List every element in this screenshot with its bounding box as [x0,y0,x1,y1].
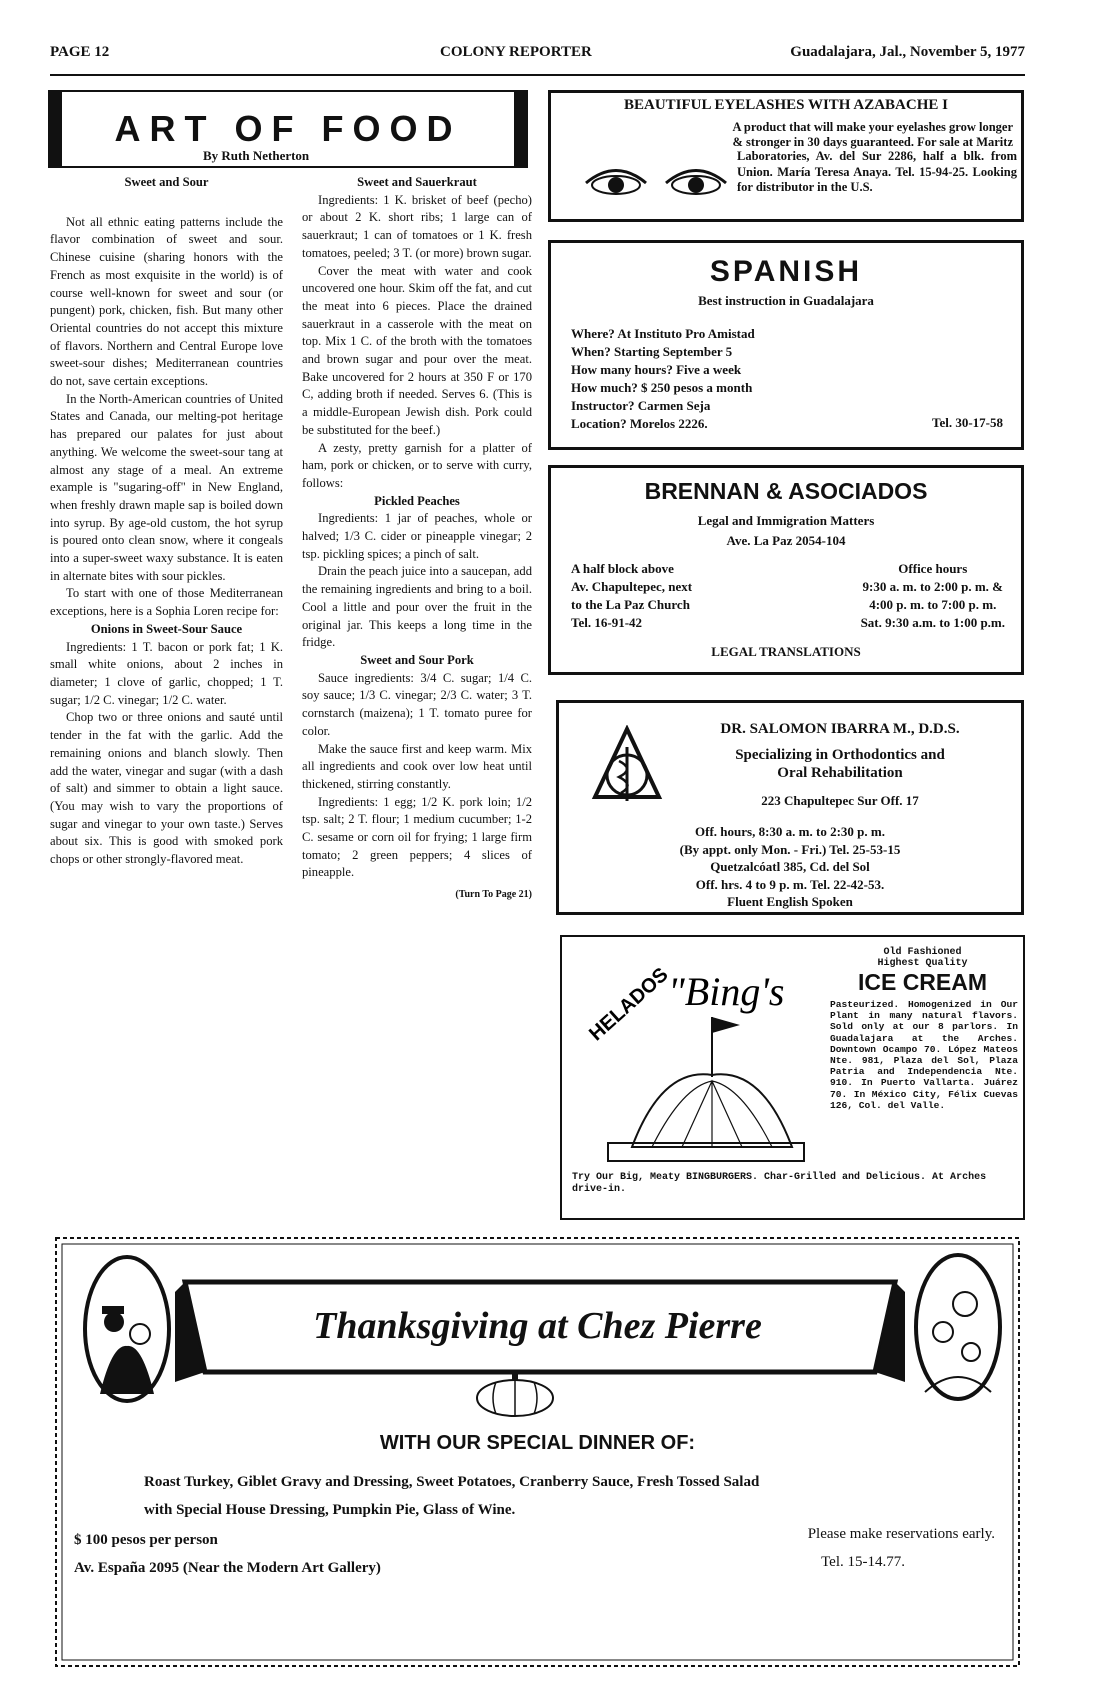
spanish-line: Location? Morelos 2226. [571,416,708,431]
brennan-location [571,560,692,632]
spanish-line: Where? At Instituto Pro Amistad [571,326,755,341]
col2-paragraph: Ingredients: 1 K. brisket of beef (pecho) or about 2 K. short ribs; 1 large can of sauerkraut; 1 can of tomatoes or 1 K. fresh tomatoes, peeled; 3 T. (or more) brown sugar. [302,192,532,260]
brennan-title: BRENNAN & ASOCIADOS [644,478,928,504]
article-title: ART OF FOOD [114,108,462,149]
thanksgiving-menu-line2: with Special House Dressing, Pumpkin Pie, Glass of Wine. [144,1502,516,1518]
col2-recipe1-paragraph: Ingredients: 1 jar of peaches, whole or halved; 1/3 C. cider or pineapple vinegar; 2 tsp. pickling spices; a pinch of salt. [302,511,532,561]
pilgrims-medallion-icon [82,1254,172,1404]
ad-thanksgiving [50,1232,1025,1672]
spanish-line: Instructor? Carmen Seja [571,398,711,413]
article-title-banner [48,90,528,170]
brennan-hours-line: 4:00 p. m. to 7:00 p. m. [869,597,997,612]
bings-logo-text: "Bing's [668,969,785,1014]
spanish-line: When? Starting September 5 [571,344,733,359]
page-number: PAGE 12 [50,44,110,60]
eyelashes-body: Laboratories, Av. del Sur 2286, half a blk. from Union. María Teresa Anaya. Tel. 15-94-25. Looking for distributor in the U.S. [737,149,1017,194]
article-column-1 [50,174,283,869]
col1-paragraph: Not all ethnic eating patterns include the flavor combination of sweet and sour. Chinese cuisine (sharing honors with the French as most exquisite in the world) is of course well-known for sweet and sour (or pungent) pork, chicken, fish. But many other Oriental countries do not accept this mixture of flavors. Northern and Central Europe love sweet-sour dishes; Mediterranean countries do not, save certain exceptions. [50,214,283,389]
ad-brennan [548,465,1024,675]
newspaper-name: COLONY REPORTER [440,44,592,60]
col2-recipe2-paragraph: Make the sauce first and keep warm. Mix all ingredients and cook over low heat until thickened, stirring constantly. [302,741,532,791]
dentist-address: 223 Chapultepec Sur Off. 17 [761,793,919,808]
col2-recipe2-paragraph: Sauce ingredients: 3/4 C. sugar; 1/4 C. soy sauce; 1/3 C. vinegar; 2/3 C. water; 3 T. cornstarch (maizena); 1 T. tomato puree for color. [302,670,532,738]
recipe-title-peaches: Pickled Peaches [374,493,460,508]
spanish-title: SPANISH [709,255,863,288]
dentist-hours-line: Off. hrs. 4 to 9 p. m. Tel. 22-42-53. [695,876,885,892]
eyelashes-title: BEAUTIFUL EYELASHES WITH AZABACHE I [624,97,948,113]
col1-paragraph: In the North-American countries of United States and Canada, our melting-pot heritage has prepared our palates for just about anything. We welcome the sweet-sour tang at almost any stage of a meal. An extreme example is "sugaring-off" in New England, when freshly drawn maple sap is boiled down into syrup. By age-old custom, the hot syrup is poured onto clean snow, where it congeals into a super-sweet waxy substance. It is eaten in alternate bites with sour pickles. [50,391,283,583]
brennan-address: Ave. La Paz 2054-104 [726,533,846,548]
brennan-location-line: Tel. 16-91-42 [571,615,643,630]
icecream-title: ICE CREAM [857,969,988,995]
brennan-location-line: to the La Paz Church [571,597,690,612]
thanksgiving-price: $ 100 pesos per person [74,1532,218,1548]
article-column-2 [302,174,532,904]
spanish-line: How many hours? Five a week [571,362,742,377]
col1-recipe-paragraph: Chop two or three onions and sauté until tender in the fat with the garlic. Add the remaining onions and blanch slowly. Then add the water, vinegar and sugar (with a dash of salt) and simmer to obtain a light sauce. (You may wish to vary the proportions of sugar and vinegar to your own taste.) Serves about six. This is good with smoked pork chops or other strongly-flavored meat. [50,710,283,867]
ad-eyelashes [548,90,1024,222]
thanksgiving-title: Thanksgiving at Chez Pierre [313,1305,762,1347]
dentist-hours-line: Quetzalcóatl 385, Cd. del Sol [710,859,870,874]
col2-recipe2-paragraph: Ingredients: 1 egg; 1/2 K. pork loin; 1/2 tsp. salt; 2 T. flour; 1 medium cucumber; 1-2 C. sesame or corn oil for frying; 1 large firm tomato; 2 green peppers; 4 slices of pineapple. [302,794,532,880]
brennan-hours-line: Office hours [898,561,968,576]
brennan-hours [861,560,1005,632]
eyelashes-line1: A product that will make your eyelashes grow longer [732,120,1013,134]
spanish-subtitle: Best instruction in Guadalajara [698,293,874,308]
dentist-hours-line: Off. hours, 8:30 a. m. to 2:30 p. m. [695,824,885,839]
icecream-body: Pasteurized. Homogenized in Our Plant in many natural flavors. Sold only at our 8 parlors. In Guadalajara at the Arches. Downtown Ocampo 70. López Mateos Nte. 981, Plaza del Sol, Plaza Patria and Independencia Nte. 910. In Puerto Vallarta. Juárez 70. In México City, Félix Cuevas 126, Col. del Valle. [830,999,1018,1111]
helados-bings-logo [572,947,822,1167]
dentist-specialty-line2: Oral Rehabilitation [777,765,903,781]
thanksgiving-headline: WITH OUR SPECIAL DINNER OF: [379,1432,696,1454]
dentist-hours-line: (By appt. only Mon. - Fri.) Tel. 25-53-15 [679,841,901,857]
ad-icecream [560,935,1025,1220]
dateline: Guadalajara, Jal., November 5, 1977 [790,44,1025,60]
pumpkin-icon [470,1372,560,1418]
eye-icon [661,153,731,203]
ad-spanish [548,240,1024,450]
dentist-name: DR. SALOMON IBARRA M., D.D.S. [720,721,960,737]
recipe-title-pork: Sweet and Sour Pork [360,652,474,667]
col1-heading: Sweet and Sour [124,175,209,189]
icecream-tag2: Highest Quality [877,958,968,969]
col1-paragraph: To start with one of those Mediterranean exceptions, here is a Sophia Loren recipe for: [50,586,283,619]
col2-paragraph: A zesty, pretty garnish for a platter of ham, pork or chicken, or to serve with curry, follows: [302,440,532,490]
brennan-hours-line: Sat. 9:30 a.m. to 1:00 p.m. [860,615,1005,630]
col2-paragraph: Cover the meat with water and cook uncovered one hour. Skim off the fat, and cut the meat into 6 pieces. Place the drained sauerkraut in a casserole with the meat on top. Mix 1 C. of the broth with the tomatoes and brown sugar and pour over the meat. Bake uncovered for 2 hours at 350 F or 170 C, adding broth if needed. Serves 6. (This is a middle-European Jewish dish. Pork could be substituted for the beef.) [302,263,532,437]
helados-logo-text: HELADOS [585,963,673,1046]
dentist-specialty-line1: Specializing in Orthodontics and [735,747,945,763]
thanksgiving-tel: Tel. 15-14.77. [821,1554,905,1570]
brennan-location-line: Av. Chapultepec, next [571,579,693,594]
byline: By Ruth Netherton [203,148,310,163]
ad-dentist [556,700,1024,915]
col2-recipe1-paragraph: Drain the peach juice into a saucepan, add the remaining ingredients and bring to a boil. Cool a little and pour over the fruit in the original jar. This keeps a long time in the fridge. [302,564,532,650]
brennan-footer: LEGAL TRANSLATIONS [711,644,861,659]
banner-left-bar [48,90,62,168]
eye-icon [581,153,651,203]
thanksgiving-menu-line1: Roast Turkey, Giblet Gravy and Dressing, Sweet Potatoes, Cranberry Sauce, Fresh Tossed Salad [144,1474,760,1490]
spanish-line: How much? $ 250 pesos a month [571,380,753,395]
col1-recipe-paragraph: Ingredients: 1 T. bacon or pork fat; 1 K. small white onions, about 2 inches in diameter; 1 clove of garlic, chopped; 1 T. sugar; 1/2 C. vinegar; 1/2 C. water. [50,639,283,707]
dentist-hours [559,823,1021,911]
spanish-details [571,325,901,433]
thanksgiving-address: Av. España 2095 (Near the Modern Art Gallery) [74,1560,381,1576]
brennan-hours-line: 9:30 a. m. to 2:00 p. m. & [862,579,1004,594]
family-medallion-icon [913,1252,1003,1402]
recipe-title-onions: Onions in Sweet-Sour Sauce [90,621,243,636]
brennan-subtitle: Legal and Immigration Matters [697,513,875,528]
brennan-location-line: A half block above [571,561,674,576]
thanksgiving-reserve: Please make reservations early. [807,1526,995,1542]
continued-note: (Turn To Page 21) [455,889,532,901]
dentist-hours-line: Fluent English Spoken [727,894,853,909]
col2-heading: Sweet and Sauerkraut [357,175,477,189]
page-header [50,44,1025,76]
eyelashes-line2: & stronger in 30 days guaranteed. For sale at Maritz [732,135,1013,149]
spanish-tel: Tel. 30-17-58 [931,415,1003,430]
icecream-tag1: Old Fashioned [883,947,962,958]
banner-right-bar [514,90,528,168]
caduceus-emblem-icon [591,725,663,805]
icecream-footer: Try Our Big, Meaty BINGBURGERS. Char-Grilled and Delicious. At Arches drive-in. [572,1172,987,1195]
